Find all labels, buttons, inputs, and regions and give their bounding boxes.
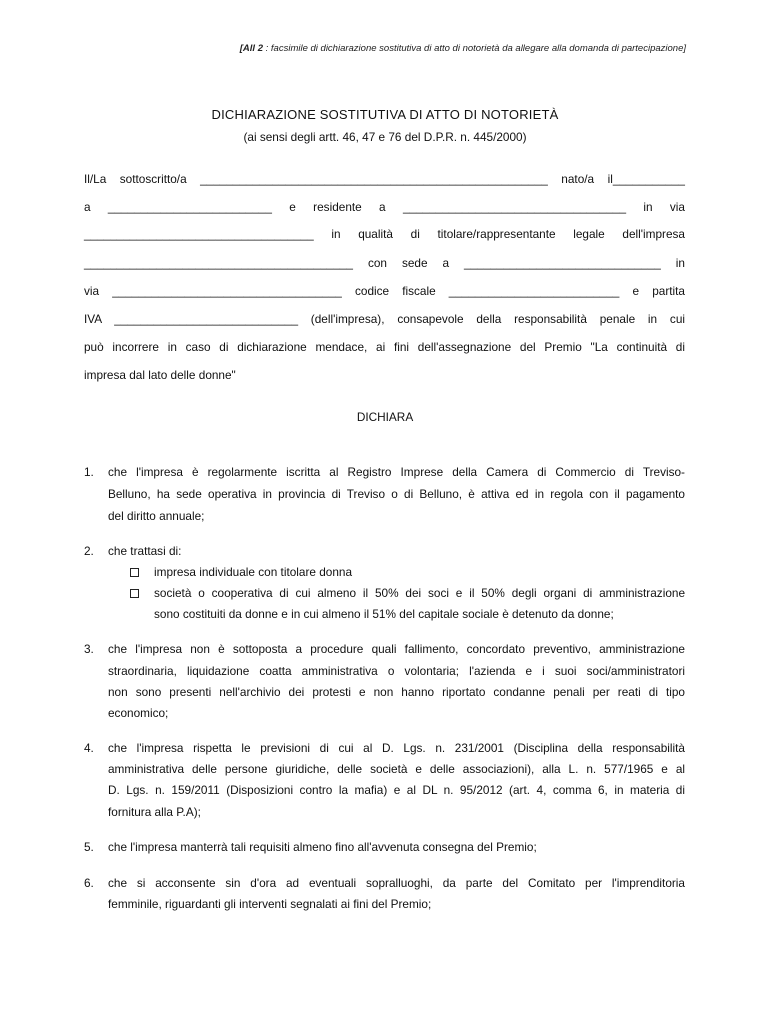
item-text-line: amministrativa delle persone giuridiche, delle società e delle associazioni), alla L. n. 577/1965 e al bbox=[108, 762, 685, 776]
item-text-line: Belluno, ha sede operativa in provincia di Treviso o di Belluno, è attiva ed in regola con il pagamento bbox=[108, 487, 685, 501]
item-text-line: D. Lgs. n. 159/2011 (Disposizioni contro la mafia) e al DL n. 95/2012 (art. 4, comma 6, in materia di bbox=[108, 783, 685, 797]
item-text-line: del diritto annuale; bbox=[108, 509, 205, 523]
intro-line: ___________________________________ in qualità di titolare/rappresentante legale dell'impresa bbox=[84, 227, 685, 241]
item-number: 6. bbox=[84, 876, 94, 890]
option-checkbox[interactable] bbox=[130, 568, 139, 577]
intro-line: via ___________________________________ codice fiscale __________________________ e partita bbox=[84, 284, 685, 298]
option-label: sono costituiti da donne e in cui almeno il 51% del capitale sociale è detenuto da donne; bbox=[154, 607, 614, 621]
item-text-line: che trattasi di: bbox=[108, 544, 182, 558]
item-number: 5. bbox=[84, 840, 94, 854]
item-text-line: fornitura alla P.A); bbox=[108, 805, 201, 819]
intro-line: a _________________________ e residente a __________________________________ in via bbox=[84, 200, 685, 214]
item-text-line: che l'impresa rispetta le previsioni di cui al D. Lgs. n. 231/2001 (Disciplina della responsabilità bbox=[108, 741, 685, 755]
declares-heading: DICHIARA bbox=[356, 410, 414, 424]
item-number: 4. bbox=[84, 741, 94, 755]
document-subtitle: (ai sensi degli artt. 46, 47 e 76 del D.P.R. n. 445/2000) bbox=[243, 130, 527, 144]
item-text-line: che l'impresa manterrà tali requisiti almeno fino all'avvenuta consegna del Premio; bbox=[108, 840, 537, 854]
attachment-note bbox=[240, 43, 686, 54]
document-title: DICHIARAZIONE SOSTITUTIVA DI ATTO DI NOTORIETÀ bbox=[211, 107, 559, 122]
option-label: società o cooperativa di cui almeno il 50% dei soci e il 50% degli organi di amministrazione bbox=[154, 586, 685, 600]
item-number: 1. bbox=[84, 465, 94, 479]
intro-line: Il/La sottoscritto/a _____________________________________________________ nato/a il___________ bbox=[84, 172, 685, 186]
item-text-line: che si acconsente sin d'ora ad eventuali sopralluoghi, da parte del Comitato per l'imprenditoria bbox=[108, 876, 685, 890]
item-text-line: che l'impresa non è sottoposta a procedure quali fallimento, concordato preventivo, amministrazione bbox=[108, 642, 685, 656]
intro-line: _________________________________________ con sede a ______________________________ in bbox=[84, 256, 685, 270]
item-text-line: femminile, riguardanti gli interventi segnalati ai fini del Premio; bbox=[108, 897, 432, 911]
option-checkbox[interactable] bbox=[130, 589, 139, 598]
intro-line: può incorrere in caso di dichiarazione mendace, ai fini dell'assegnazione del Premio "La continuità di bbox=[84, 340, 685, 354]
item-number: 2. bbox=[84, 544, 94, 558]
option-label: impresa individuale con titolare donna bbox=[154, 565, 353, 579]
intro-line: IVA ____________________________ (dell'impresa), consapevole della responsabilità penale in cui bbox=[84, 312, 685, 326]
item-text-line: che l'impresa è regolarmente iscritta al Registro Imprese della Camera di Commercio di Treviso- bbox=[108, 465, 685, 479]
intro-line: impresa dal lato delle donne" bbox=[84, 368, 236, 382]
item-text-line: economico; bbox=[108, 706, 169, 720]
item-text-line: non sono presenti nell'archivio dei protesti e non hanno riportato condanne penali per reati di tipo bbox=[108, 685, 685, 699]
attachment-label: [All 2 bbox=[239, 43, 263, 54]
attachment-description: : facsimile di dichiarazione sostitutiva di atto di notorietà da allegare alla domanda di partecipazione] bbox=[263, 43, 686, 54]
item-number: 3. bbox=[84, 642, 94, 656]
item-text-line: straordinaria, liquidazione coatta amministrativa o volontaria; l'azienda e i suoi soci/amministratori bbox=[108, 664, 685, 678]
